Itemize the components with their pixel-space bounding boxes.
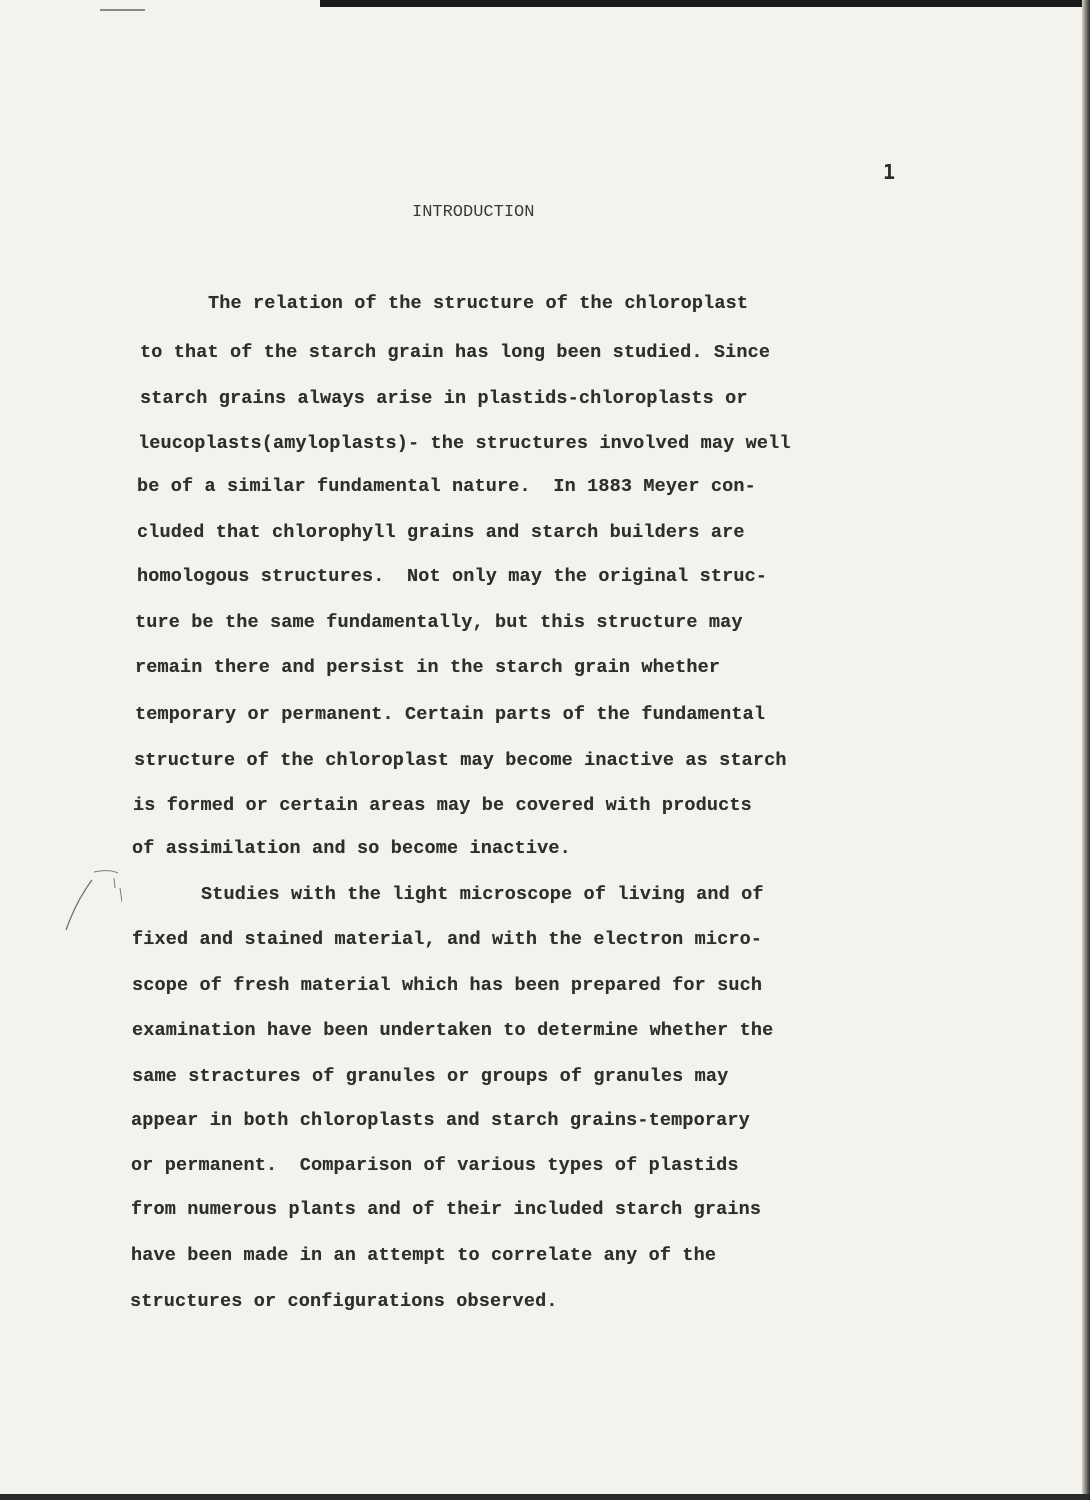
paragraph-1-line-13: of assimilation and so become inactive. — [132, 838, 571, 859]
paragraph-2-line-6: appear in both chloroplasts and starch grains-temporary — [131, 1110, 750, 1131]
top-left-mark — [100, 9, 145, 11]
pencil-check-mark — [62, 868, 122, 938]
paragraph-1-line-12: is formed or certain areas may be covered with products — [133, 795, 752, 816]
page-bottom-border — [0, 1494, 1090, 1500]
paragraph-2-line-10: structures or configurations observed. — [130, 1291, 558, 1312]
paragraph-1-line-11: structure of the chloroplast may become inactive as starch — [134, 750, 787, 771]
paragraph-2-line-2: fixed and stained material, and with the electron micro- — [132, 929, 763, 950]
paragraph-1-line-5: be of a similar fundamental nature. In 1883 Meyer con- — [137, 476, 756, 497]
paragraph-1-line-9: remain there and persist in the starch grain whether — [135, 657, 721, 678]
page-right-border — [1082, 0, 1090, 1500]
paragraph-1-line-7: homologous structures. Not only may the original struc- — [137, 566, 768, 587]
paragraph-1-line-10: temporary or permanent. Certain parts of the fundamental — [135, 704, 766, 725]
paragraph-2-line-7: or permanent. Comparison of various types of plastids — [131, 1155, 739, 1176]
paragraph-2-line-3: scope of fresh material which has been prepared for such — [132, 975, 763, 996]
paragraph-1-line-1: The relation of the structure of the chloroplast — [208, 293, 749, 314]
paragraph-2-line-5: same stractures of granules or groups of granules may — [132, 1066, 729, 1087]
paragraph-1-line-3: starch grains always arise in plastids-chloroplasts or — [140, 388, 748, 409]
paragraph-1-line-6: cluded that chlorophyll grains and starch builders are — [137, 522, 745, 543]
page-title: INTRODUCTION — [412, 203, 535, 222]
paragraph-1-line-4: leucoplasts(amyloplasts)- the structures involved may well — [138, 433, 791, 454]
paragraph-2-line-9: have been made in an attempt to correlate any of the — [131, 1245, 717, 1266]
paragraph-2-line-4: examination have been undertaken to determine whether the — [132, 1020, 774, 1041]
paragraph-2-line-1: Studies with the light microscope of living and of — [201, 884, 764, 905]
page-top-border — [320, 0, 1090, 7]
paragraph-2-line-8: from numerous plants and of their included starch grains — [131, 1199, 762, 1220]
paragraph-1-line-2: to that of the starch grain has long been studied. Since — [140, 342, 771, 363]
paragraph-1-line-8: ture be the same fundamentally, but this structure may — [135, 612, 743, 633]
page-number: 1 — [883, 160, 896, 184]
